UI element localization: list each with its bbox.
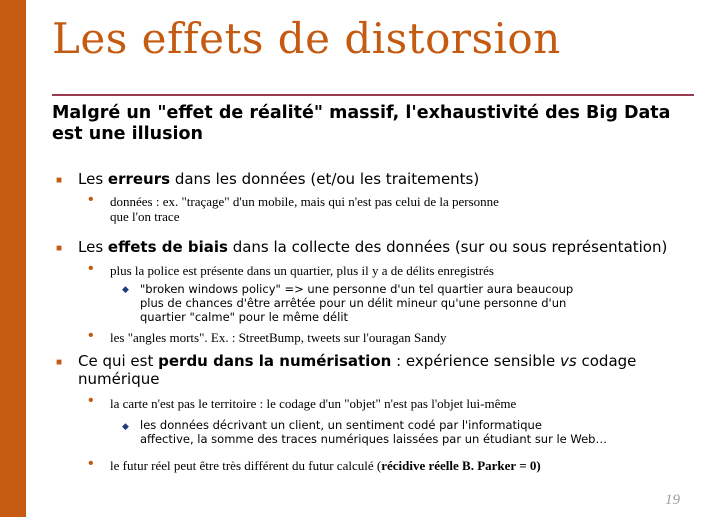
diamond-bullet-icon: ◆ (122, 284, 129, 294)
square-bullet-icon: ■ (56, 175, 63, 186)
bullet-3-1-text: la carte n'est pas le territoire : le codage d'un "objet" n'est pas l'objet lui-même (110, 396, 517, 411)
bullet-3-text: Ce qui est perdu dans la numérisation : expérience sensible vs codage (78, 352, 637, 370)
bullet-2-text: Les effets de biais dans la collecte des données (sur ou sous représentation) (78, 238, 668, 256)
square-bullet-icon: ■ (56, 243, 63, 254)
bullet-2-1-1-line3: quartier "calme" pour le même délit (140, 310, 349, 324)
bullet-3-line2: numérique (78, 370, 160, 388)
round-bullet-icon: • (88, 327, 94, 344)
bullet-1-text: Les erreurs dans les données (et/ou les traitements) (78, 170, 480, 188)
bullet-2-2-text: les "angles morts". Ex. : StreetBump, tweets sur l'ouragan Sandy (110, 330, 447, 345)
round-bullet-icon: • (88, 260, 94, 277)
bullet-3-1-1-line1: les données décrivant un client, un sentiment codé par l'informatique (140, 418, 542, 432)
bullet-3-1-1-line2: affective, la somme des traces numériques laissées par un étudiant sur le Web… (140, 432, 607, 446)
slide-subtitle: Malgré un "effet de réalité" massif, l'exhaustivité des Big Data est une illusion (52, 103, 671, 144)
bullet-2-1-1-line2: plus de chances d'être arrêtée pour un délit mineur qu'une personne d'un (140, 296, 567, 310)
bullet-3-2-text: le futur réel peut être très différent du futur calculé (récidive réelle B. Parker = 0) (110, 458, 541, 473)
round-bullet-icon: • (88, 455, 94, 472)
round-bullet-icon: • (88, 392, 94, 409)
slide-title: Les effets de distorsion (52, 14, 561, 63)
square-bullet-icon: ■ (56, 357, 63, 368)
round-bullet-icon: • (88, 191, 94, 208)
bullet-1-1-line1: données : ex. "traçage" d'un mobile, mais qui n'est pas celui de la personne (110, 194, 499, 209)
bullet-1-1-line2: que l'on trace (110, 209, 180, 224)
page-number: 19 (665, 492, 680, 508)
bullet-2-1-1-line1: "broken windows policy" => une personne d'un tel quartier aura beaucoup (140, 282, 574, 296)
diamond-bullet-icon: ◆ (122, 421, 129, 431)
bullet-2-1-text: plus la police est présente dans un quartier, plus il y a de délits enregistrés (110, 263, 494, 278)
